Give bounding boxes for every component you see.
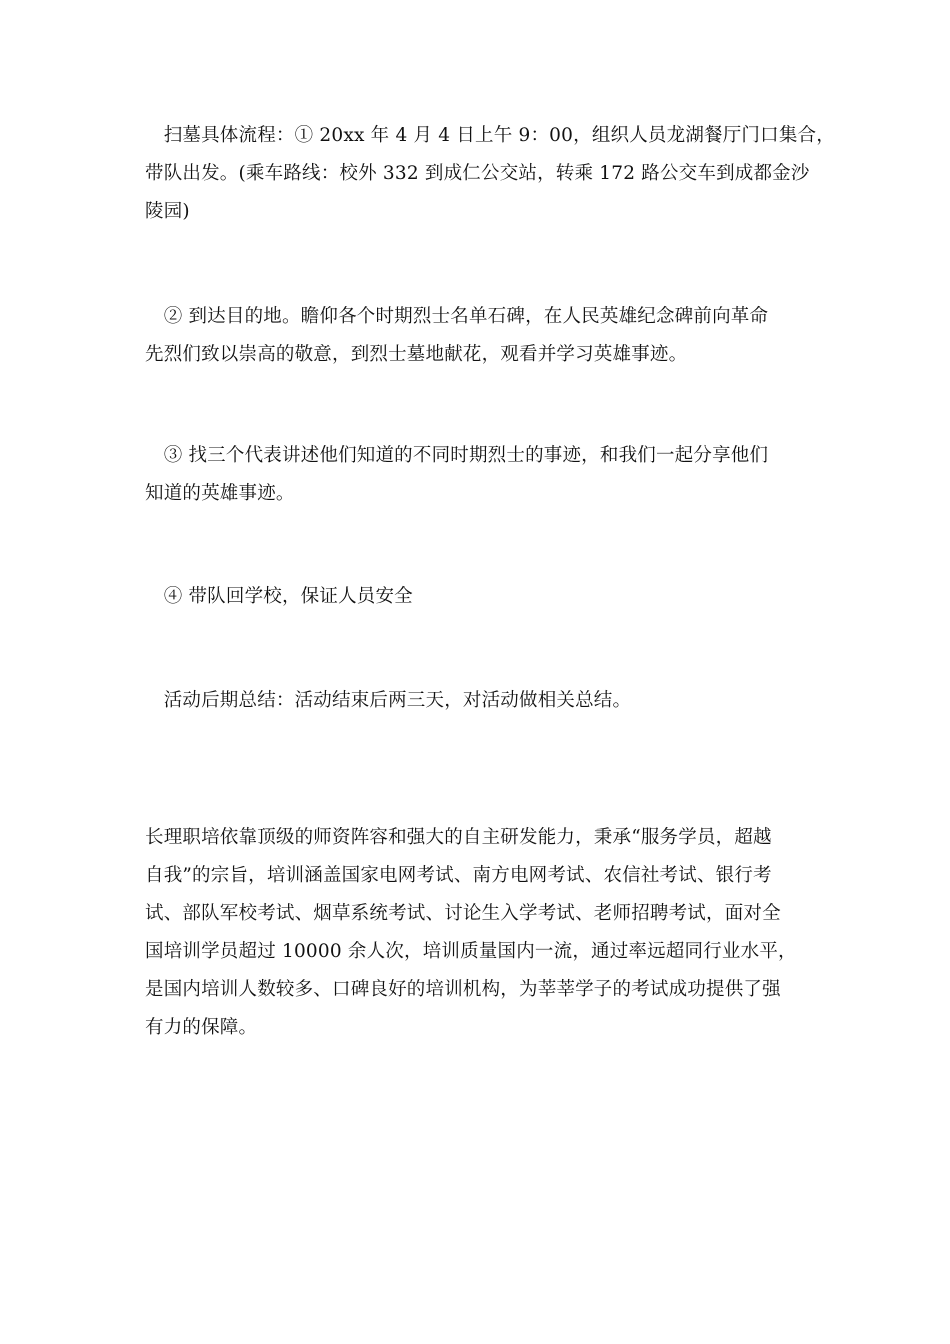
promo-line-6: 有力的保障。 bbox=[145, 1017, 258, 1038]
promo-line-5: 是国内培训人数较多、口碑良好的培训机构，为莘莘学子的考试成功提供了强 bbox=[145, 979, 781, 1000]
summary-line-1: 活动后期总结：活动结束后两三天，对活动做相关总结。 bbox=[145, 690, 632, 711]
promo-line-1: 长理职培依靠顶级的师资阵容和强大的自主研发能力，秉承“服务学员，超越 bbox=[145, 827, 772, 848]
step-2-line-1: ② 到达目的地。瞻仰各个时期烈士名单石碑，在人民英雄纪念碑前向革命 bbox=[145, 306, 769, 327]
step-3-line-1: ③ 找三个代表讲述他们知道的不同时期烈士的事迹，和我们一起分享他们 bbox=[145, 445, 769, 466]
promo-line-2: 自我”的宗旨，培训涵盖国家电网考试、南方电网考试、农信社考试、银行考 bbox=[145, 865, 772, 886]
step-3-line-2: 知道的英雄事迹。 bbox=[145, 483, 295, 504]
step-2-line-2: 先烈们致以崇高的敬意，到烈士墓地献花，观看并学习英雄事迹。 bbox=[145, 344, 688, 365]
procedure-line-3: 陵园) bbox=[145, 201, 190, 222]
promo-line-3: 试、部队军校考试、烟草系统考试、讨论生入学考试、老师招聘考试，面对全 bbox=[145, 903, 781, 924]
promo-line-4: 国培训学员超过 10000 余人次，培训质量国内一流，通过率远超同行业水平， bbox=[145, 941, 797, 962]
procedure-line-2: 带队出发。(乘车路线：校外 332 到成仁公交站，转乘 172 路公交车到成都金沙 bbox=[145, 163, 810, 184]
procedure-line-1: 扫墓具体流程：① 20xx 年 4 月 4 日上午 9：00，组织人员龙湖餐厅门口集合， bbox=[145, 125, 835, 146]
step-4-line-1: ④ 带队回学校，保证人员安全 bbox=[145, 586, 413, 607]
